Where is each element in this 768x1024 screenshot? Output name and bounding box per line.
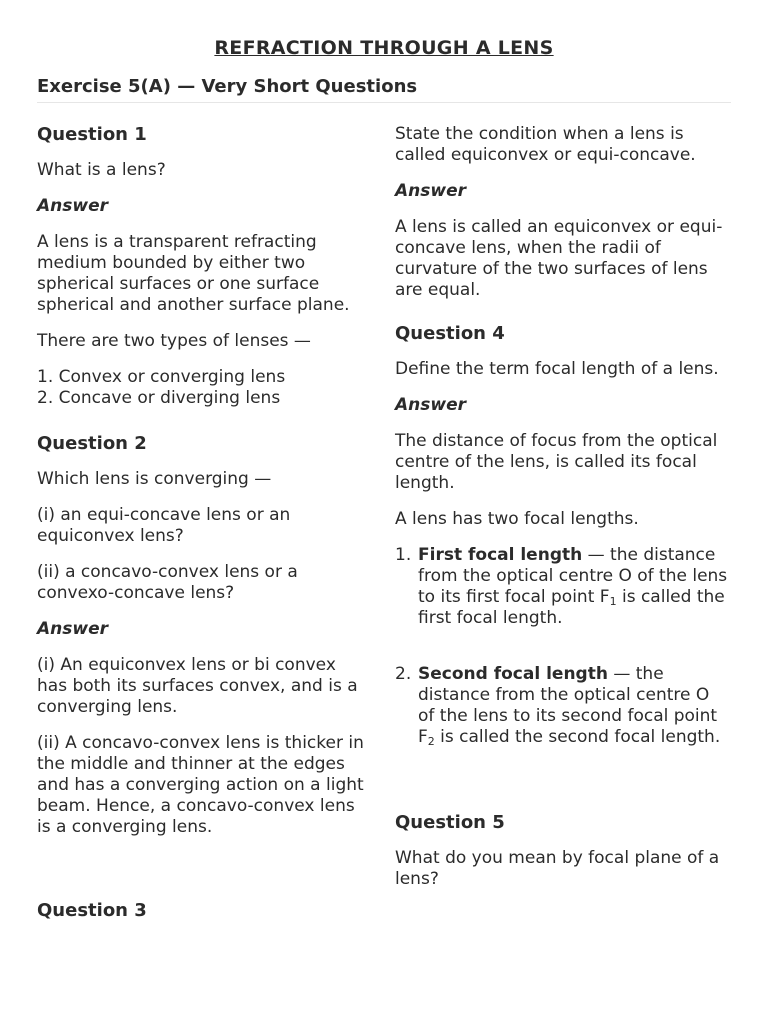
list-number: 1.: [395, 545, 412, 565]
question-2-text: Which lens is converging —: [37, 469, 272, 489]
list-body: [418, 664, 730, 748]
question-4-text: Define the term focal length of a lens.: [395, 359, 719, 379]
right-column: [395, 124, 730, 905]
question-2-answer-1: (i) An equiconvex lens or bi convex has both its surfaces convex, and is a converging lens.: [37, 655, 358, 717]
definition-text: — the distance from the optical centre O of the lens to its first focal point F: [418, 545, 728, 607]
question-2-heading: Question 2: [37, 433, 147, 454]
question-5-text: What do you mean by focal plane of a lens?: [395, 848, 720, 889]
question-3-heading: Question 3: [37, 900, 147, 921]
question-4-answer-label: Answer: [395, 395, 466, 415]
question-3-text: State the condition when a lens is called equiconvex or equi-concave.: [395, 124, 696, 165]
subscript: 1: [609, 595, 617, 608]
definition-text: is called the second focal length.: [434, 727, 721, 747]
lens-type-item: 2. Concave or diverging lens: [37, 388, 281, 408]
focal-length-item: [395, 664, 730, 748]
exercise-heading: Exercise 5(A) — Very Short Questions: [37, 76, 418, 97]
lens-type-item: 1. Convex or converging lens: [37, 367, 286, 387]
question-4-note: A lens has two focal lengths.: [395, 509, 639, 529]
subscript: 2: [427, 735, 435, 748]
list-number: 2.: [395, 664, 412, 684]
question-4-heading: Question 4: [395, 323, 505, 344]
header-divider: [37, 102, 731, 103]
question-1-text: What is a lens?: [37, 160, 166, 180]
page-title: REFRACTION THROUGH A LENS: [214, 37, 554, 59]
question-4-answer: The distance of focus from the optical centre of the lens, is called its focal length.: [395, 431, 718, 493]
question-3-answer-label: Answer: [395, 181, 466, 201]
question-1-answer: A lens is a transparent refracting medium bounded by either two spherical surfaces or one surface spherical and another surface plane.: [37, 232, 350, 315]
list-body: [418, 545, 730, 629]
definition-text: is called the first focal length.: [418, 587, 725, 628]
question-2-answer-label: Answer: [37, 619, 108, 639]
term-first-focal-length: First focal length: [418, 545, 583, 565]
question-3-answer: A lens is called an equiconvex or equi-concave lens, when the radii of curvature of the two surfaces of lens are equal.: [395, 217, 723, 300]
question-1-heading: Question 1: [37, 124, 147, 145]
question-5-heading: Question 5: [395, 812, 505, 833]
question-1-note: There are two types of lenses —: [37, 331, 311, 351]
definition-text: — the distance from the optical centre O of the lens to its second focal point F: [418, 664, 718, 747]
question-1-answer-label: Answer: [37, 196, 108, 216]
question-2-answer-2: (ii) A concavo-convex lens is thicker in the middle and thinner at the edges and has a converging action on a light beam. Hence, a concavo-convex lens is a converging lens.: [37, 733, 364, 837]
question-2-option-1: (i) an equi-concave lens or an equiconvex lens?: [37, 505, 291, 546]
lens-types-list: [37, 367, 367, 409]
left-column: [37, 124, 367, 936]
term-second-focal-length: Second focal length: [418, 664, 608, 684]
question-2-option-2: (ii) a concavo-convex lens or a convexo-concave lens?: [37, 562, 298, 603]
focal-length-item: [395, 545, 730, 629]
